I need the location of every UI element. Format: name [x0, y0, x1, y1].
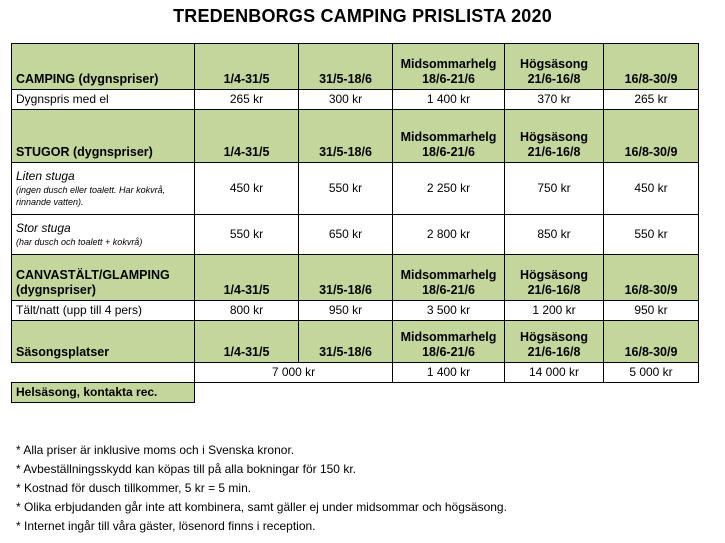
footnote: * Kostnad för dusch tillkommer, 5 kr = 5 min. — [16, 481, 252, 495]
price-row — [12, 90, 699, 110]
period-header: 31/5-18/6 — [299, 255, 393, 301]
canvas-header-row — [12, 255, 699, 301]
empty-cell — [12, 363, 195, 383]
period-label: Midsommarhelg 18/6-21/6 — [400, 57, 497, 86]
price-cell: 450 kr — [604, 163, 699, 215]
stugor-section-title: STUGOR (dygnspriser) — [12, 110, 195, 163]
cabin-name: Stor stuga — [16, 221, 71, 235]
period-header: 31/5-18/6 — [299, 321, 393, 363]
footnote: * Avbeställningsskydd kan köpas till på alla bokningar för 150 kr. — [16, 462, 356, 476]
price-cell: 850 kr — [505, 215, 604, 255]
price-cell: 265 kr — [195, 90, 299, 110]
price-row — [12, 301, 699, 321]
price-cell: 550 kr — [299, 163, 393, 215]
row-label: Tält/natt (upp till 4 pers) — [12, 301, 195, 321]
period-header — [505, 255, 604, 301]
period-label: Midsommarhelg 18/6-21/6 — [400, 268, 497, 297]
price-cell: 1 400 kr — [393, 363, 505, 383]
price-cell: 450 kr — [195, 163, 299, 215]
price-table — [11, 43, 699, 403]
period-header: 31/5-18/6 — [299, 44, 393, 90]
period-header — [505, 110, 604, 163]
row-label: Dygnspris med el — [12, 90, 195, 110]
price-cell: 2 250 kr — [393, 163, 505, 215]
price-row — [12, 363, 699, 383]
price-cell: 2 800 kr — [393, 215, 505, 255]
period-label: Högsäsong 21/6-16/8 — [519, 130, 589, 159]
helsasong-label: Helsäsong, kontakta rec. — [12, 383, 195, 403]
canvas-title-line: CANVASTÄLT/GLAMPING — [16, 268, 170, 282]
period-header: 1/4-31/5 — [195, 110, 299, 163]
price-cell: 370 kr — [505, 90, 604, 110]
cabin-note: (har dusch och toalett + kokvrå) — [16, 237, 143, 247]
price-cell: 550 kr — [604, 215, 699, 255]
page-title: TREDENBORGS CAMPING PRISLISTA 2020 — [173, 6, 552, 26]
price-cell: 5 000 kr — [604, 363, 699, 383]
period-label: Midsommarhelg 18/6-21/6 — [400, 130, 497, 159]
period-header — [393, 110, 505, 163]
period-header: 31/5-18/6 — [299, 110, 393, 163]
period-label: Högsäsong 21/6-16/8 — [519, 330, 589, 359]
camping-header-row — [12, 44, 699, 90]
period-header: 1/4-31/5 — [195, 255, 299, 301]
price-cell: 14 000 kr — [505, 363, 604, 383]
price-cell: 7 000 kr — [195, 363, 393, 383]
price-row — [12, 163, 699, 215]
canvas-section-title — [12, 255, 195, 301]
period-header — [505, 44, 604, 90]
price-cell: 1 400 kr — [393, 90, 505, 110]
period-header: 1/4-31/5 — [195, 321, 299, 363]
price-cell: 750 kr — [505, 163, 604, 215]
cabin-name: Liten stuga — [16, 169, 75, 183]
row-label — [12, 215, 195, 255]
footnote: * Olika erbjudanden går inte att kombinera, samt gäller ej under midsommar och högsäsong. — [16, 500, 507, 514]
price-cell: 950 kr — [299, 301, 393, 321]
period-header: 16/8-30/9 — [604, 255, 699, 301]
price-cell: 265 kr — [604, 90, 699, 110]
period-header — [505, 321, 604, 363]
price-cell: 3 500 kr — [393, 301, 505, 321]
price-cell: 650 kr — [299, 215, 393, 255]
stugor-header-row — [12, 110, 699, 163]
price-cell: 800 kr — [195, 301, 299, 321]
sasong-section-title: Säsongsplatser — [12, 321, 195, 363]
price-row — [12, 215, 699, 255]
period-header: 1/4-31/5 — [195, 44, 299, 90]
footnotes — [16, 441, 507, 536]
price-cell: 1 200 kr — [505, 301, 604, 321]
sasong-header-row — [12, 321, 699, 363]
period-header: 16/8-30/9 — [604, 321, 699, 363]
footnote: * Internet ingår till våra gäster, lösenord finns i reception. — [16, 519, 316, 533]
footnote: * Alla priser är inklusive moms och i Svenska kronor. — [16, 443, 295, 457]
price-cell: 950 kr — [604, 301, 699, 321]
period-header: 16/8-30/9 — [604, 110, 699, 163]
period-label: Högsäsong 21/6-16/8 — [519, 57, 589, 86]
row-label — [12, 163, 195, 215]
period-label: Midsommarhelg 18/6-21/6 — [400, 330, 497, 359]
period-header — [393, 321, 505, 363]
period-header — [393, 255, 505, 301]
helsasong-row — [12, 383, 699, 403]
camping-section-title: CAMPING (dygnspriser) — [12, 44, 195, 90]
price-cell: 300 kr — [299, 90, 393, 110]
empty-cell — [195, 383, 699, 403]
cabin-note: (ingen dusch eller toalett. Har kokvrå, rinnande vatten). — [16, 185, 166, 207]
period-header — [393, 44, 505, 90]
period-label: Högsäsong 21/6-16/8 — [519, 268, 589, 297]
period-header: 16/8-30/9 — [604, 44, 699, 90]
price-cell: 550 kr — [195, 215, 299, 255]
canvas-title-line: (dygnspriser) — [16, 283, 96, 297]
